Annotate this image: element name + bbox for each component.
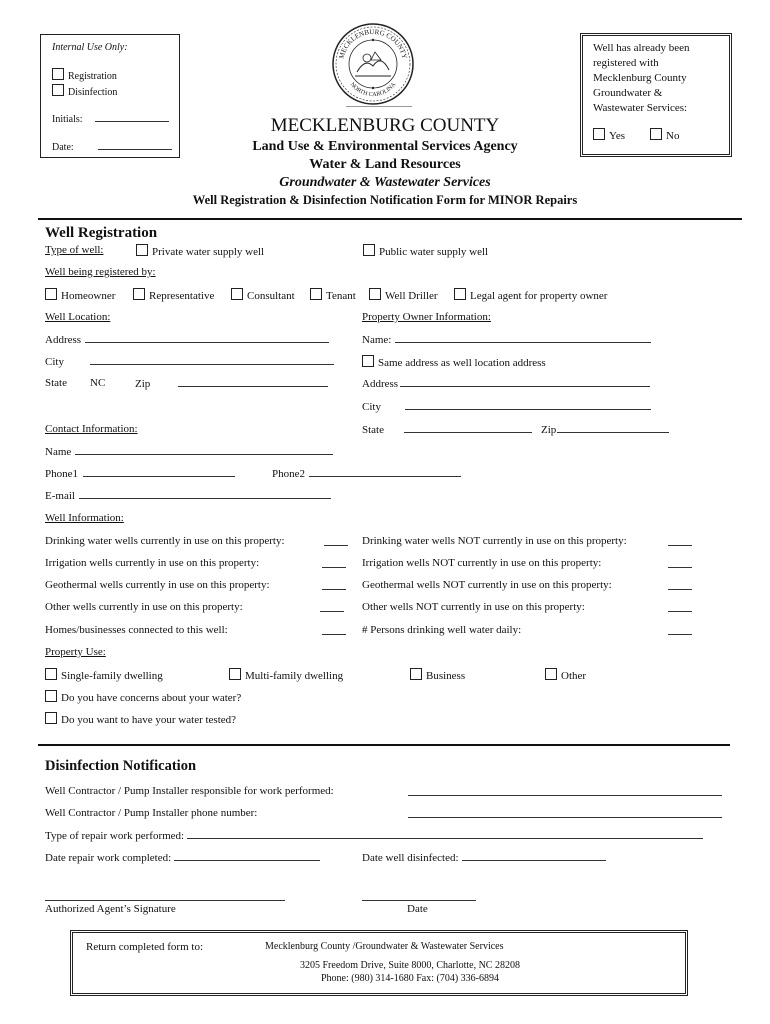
tested-checkbox[interactable]	[45, 712, 57, 724]
internal-date-line[interactable]	[98, 140, 172, 150]
other-use-checkbox[interactable]	[545, 668, 557, 680]
registered-no-option[interactable]: No	[650, 128, 679, 142]
contractor-phone-label: Well Contractor / Pump Installer phone number:	[45, 807, 258, 819]
location-state-label: State	[45, 377, 67, 389]
owner-name-line[interactable]	[395, 333, 651, 343]
role-tenant[interactable]: Tenant	[310, 288, 356, 302]
repair-type-line[interactable]	[187, 829, 703, 839]
section-rule	[38, 744, 730, 746]
geothermal-in-use-label: Geothermal wells currently in use on this property:	[45, 579, 270, 591]
disinfection-heading: Disinfection Notification	[45, 758, 197, 774]
form-title: Well Registration & Disinfection Notification Form for MINOR Repairs	[192, 193, 578, 207]
initials-field[interactable]: Initials:	[52, 112, 169, 125]
role-well-driller[interactable]: Well Driller	[369, 288, 438, 302]
geothermal-not-line[interactable]	[668, 580, 692, 590]
contractor-label: Well Contractor / Pump Installer responsible for work performed:	[45, 785, 334, 797]
signature-date-label: Date	[407, 903, 428, 915]
registered-no-checkbox[interactable]	[650, 128, 662, 140]
well-info-label: Well Information:	[45, 512, 124, 524]
property-use-label: Property Use:	[45, 646, 106, 658]
single-family-option[interactable]: Single-family dwelling	[45, 668, 163, 682]
location-state-value: NC	[90, 377, 106, 389]
registration-option[interactable]: Registration	[52, 68, 117, 82]
location-address-field[interactable]: Address	[45, 333, 329, 346]
same-address-checkbox[interactable]	[362, 355, 374, 367]
persons-drinking-label: # Persons drinking well water daily:	[362, 624, 522, 636]
geothermal-not-label: Geothermal wells NOT currently in use on this property:	[362, 579, 612, 591]
persons-drinking-line[interactable]	[668, 625, 692, 635]
agency-name: Land Use & Environmental Services Agency	[252, 139, 518, 154]
svg-text:NORTH CAROLINA: NORTH CAROLINA	[348, 81, 398, 99]
date-disinfected-line[interactable]	[462, 851, 606, 861]
homeowner-checkbox[interactable]	[45, 288, 57, 300]
location-zip-field[interactable]: Zip	[135, 377, 328, 390]
well-registration-heading: Well Registration	[45, 225, 158, 241]
date-completed-line[interactable]	[174, 851, 320, 861]
tenant-checkbox[interactable]	[310, 288, 322, 300]
contact-name-line[interactable]	[75, 445, 333, 455]
owner-state-line[interactable]	[404, 423, 532, 433]
disinfection-option[interactable]: Disinfection	[52, 84, 117, 98]
owner-state-field[interactable]: State	[362, 423, 532, 436]
return-phone: Phone: (980) 314-1680 Fax: (704) 336-6894	[320, 973, 500, 984]
owner-name-field[interactable]: Name:	[362, 333, 651, 346]
signature-label: Authorized Agent’s Signature	[45, 903, 176, 915]
concerns-checkbox[interactable]	[45, 690, 57, 702]
internal-use-title: Internal Use Only:	[52, 42, 128, 53]
business-option[interactable]: Business	[410, 668, 465, 682]
owner-zip-line[interactable]	[557, 423, 669, 433]
drinking-not-label: Drinking water wells NOT currently in use on this property:	[362, 535, 627, 547]
county-seal-icon	[331, 22, 415, 106]
owner-address-field[interactable]: Address	[362, 377, 650, 390]
return-address: 3205 Freedom Drive, Suite 8000, Charlotte, NC 28208	[300, 960, 520, 971]
legal-agent-checkbox[interactable]	[454, 288, 466, 300]
private-well-checkbox[interactable]	[136, 244, 148, 256]
private-well-option[interactable]: Private water supply well	[136, 244, 264, 258]
role-representative[interactable]: Representative	[133, 288, 214, 302]
other-in-use-label: Other wells currently in use on this property:	[45, 601, 243, 613]
owner-zip-field[interactable]: Zip	[541, 423, 669, 436]
irrigation-not-line[interactable]	[668, 558, 692, 568]
consultant-checkbox[interactable]	[231, 288, 243, 300]
homes-connected-line[interactable]	[322, 625, 346, 635]
irrigation-in-use-label: Irrigation wells currently in use on this property:	[45, 557, 260, 569]
phone2-line[interactable]	[309, 467, 461, 477]
representative-checkbox[interactable]	[133, 288, 145, 300]
contact-name-field[interactable]: Name	[45, 445, 333, 458]
owner-city-field[interactable]: City	[362, 400, 651, 413]
location-zip-line[interactable]	[178, 377, 328, 387]
phone1-line[interactable]	[83, 467, 235, 477]
owner-address-line[interactable]	[400, 377, 650, 387]
signature-line[interactable]	[45, 891, 285, 901]
role-consultant[interactable]: Consultant	[231, 288, 295, 302]
other-use-option[interactable]: Other	[545, 668, 586, 682]
geothermal-in-use-line[interactable]	[322, 580, 346, 590]
location-city-field[interactable]: City	[45, 355, 334, 368]
drinking-not-line[interactable]	[668, 536, 692, 546]
email-field[interactable]: E-mail	[45, 489, 331, 502]
contractor-line[interactable]	[408, 786, 722, 796]
concerns-option[interactable]: Do you have concerns about your water?	[45, 690, 241, 704]
irrigation-in-use-line[interactable]	[322, 558, 346, 568]
drinking-in-use-line[interactable]	[324, 536, 348, 546]
return-label: Return completed form to:	[86, 941, 203, 953]
disinfection-checkbox[interactable]	[52, 84, 64, 96]
repair-type-field[interactable]: Type of repair work performed:	[45, 829, 703, 842]
county-name: MECKLENBURG COUNTY	[270, 115, 500, 136]
initials-line[interactable]	[95, 112, 169, 122]
other-not-line[interactable]	[668, 602, 692, 612]
same-address-option[interactable]: Same address as well location address	[362, 355, 546, 369]
division-name: Water & Land Resources	[309, 157, 461, 172]
internal-date-field[interactable]: Date:	[52, 140, 172, 153]
public-well-option[interactable]: Public water supply well	[363, 244, 488, 258]
contractor-phone-line[interactable]	[408, 808, 722, 818]
registered-yes-option[interactable]: Yes	[593, 128, 625, 142]
single-family-checkbox[interactable]	[45, 668, 57, 680]
seal-divider	[346, 106, 412, 107]
svg-text:MECKLENBURG COUNTY: MECKLENBURG COUNTY	[337, 27, 409, 60]
already-registered-text: Well has already been registered with Mecklenburg County Groundwater & Wastewater Services:	[593, 42, 690, 114]
public-well-checkbox[interactable]	[363, 244, 375, 256]
multi-family-option[interactable]: Multi-family dwelling	[229, 668, 343, 682]
location-city-line[interactable]	[90, 355, 334, 365]
other-in-use-line[interactable]	[320, 602, 344, 612]
phone1-field[interactable]: Phone1	[45, 467, 235, 480]
type-of-well-label: Type of well:	[45, 244, 104, 256]
multi-family-checkbox[interactable]	[229, 668, 241, 680]
property-owner-label: Property Owner Information:	[362, 311, 491, 323]
owner-city-line[interactable]	[405, 400, 651, 410]
phone2-field[interactable]: Phone2	[272, 467, 461, 480]
well-driller-checkbox[interactable]	[369, 288, 381, 300]
registration-checkbox[interactable]	[52, 68, 64, 80]
tested-option[interactable]: Do you want to have your water tested?	[45, 712, 236, 726]
role-homeowner[interactable]: Homeowner	[45, 288, 115, 302]
other-not-label: Other wells NOT currently in use on this property:	[362, 601, 585, 613]
contact-info-label: Contact Information:	[45, 423, 138, 435]
homes-connected-label: Homes/businesses connected to this well:	[45, 624, 228, 636]
email-line[interactable]	[79, 489, 331, 499]
date-completed-field[interactable]: Date repair work completed:	[45, 851, 320, 864]
well-location-label: Well Location:	[45, 311, 111, 323]
registered-yes-checkbox[interactable]	[593, 128, 605, 140]
top-rule	[38, 218, 742, 220]
irrigation-not-label: Irrigation wells NOT currently in use on this property:	[362, 557, 602, 569]
role-legal-agent[interactable]: Legal agent for property owner	[454, 288, 607, 302]
service-name: Groundwater & Wastewater Services	[279, 175, 491, 190]
location-address-line[interactable]	[85, 333, 329, 343]
return-org: Mecklenburg County /Groundwater & Wastewater Services	[265, 941, 504, 952]
registered-by-label: Well being registered by:	[45, 266, 156, 278]
date-disinfected-field[interactable]: Date well disinfected:	[362, 851, 606, 864]
signature-date-line[interactable]	[362, 891, 476, 901]
business-checkbox[interactable]	[410, 668, 422, 680]
drinking-in-use-label: Drinking water wells currently in use on this property:	[45, 535, 285, 547]
